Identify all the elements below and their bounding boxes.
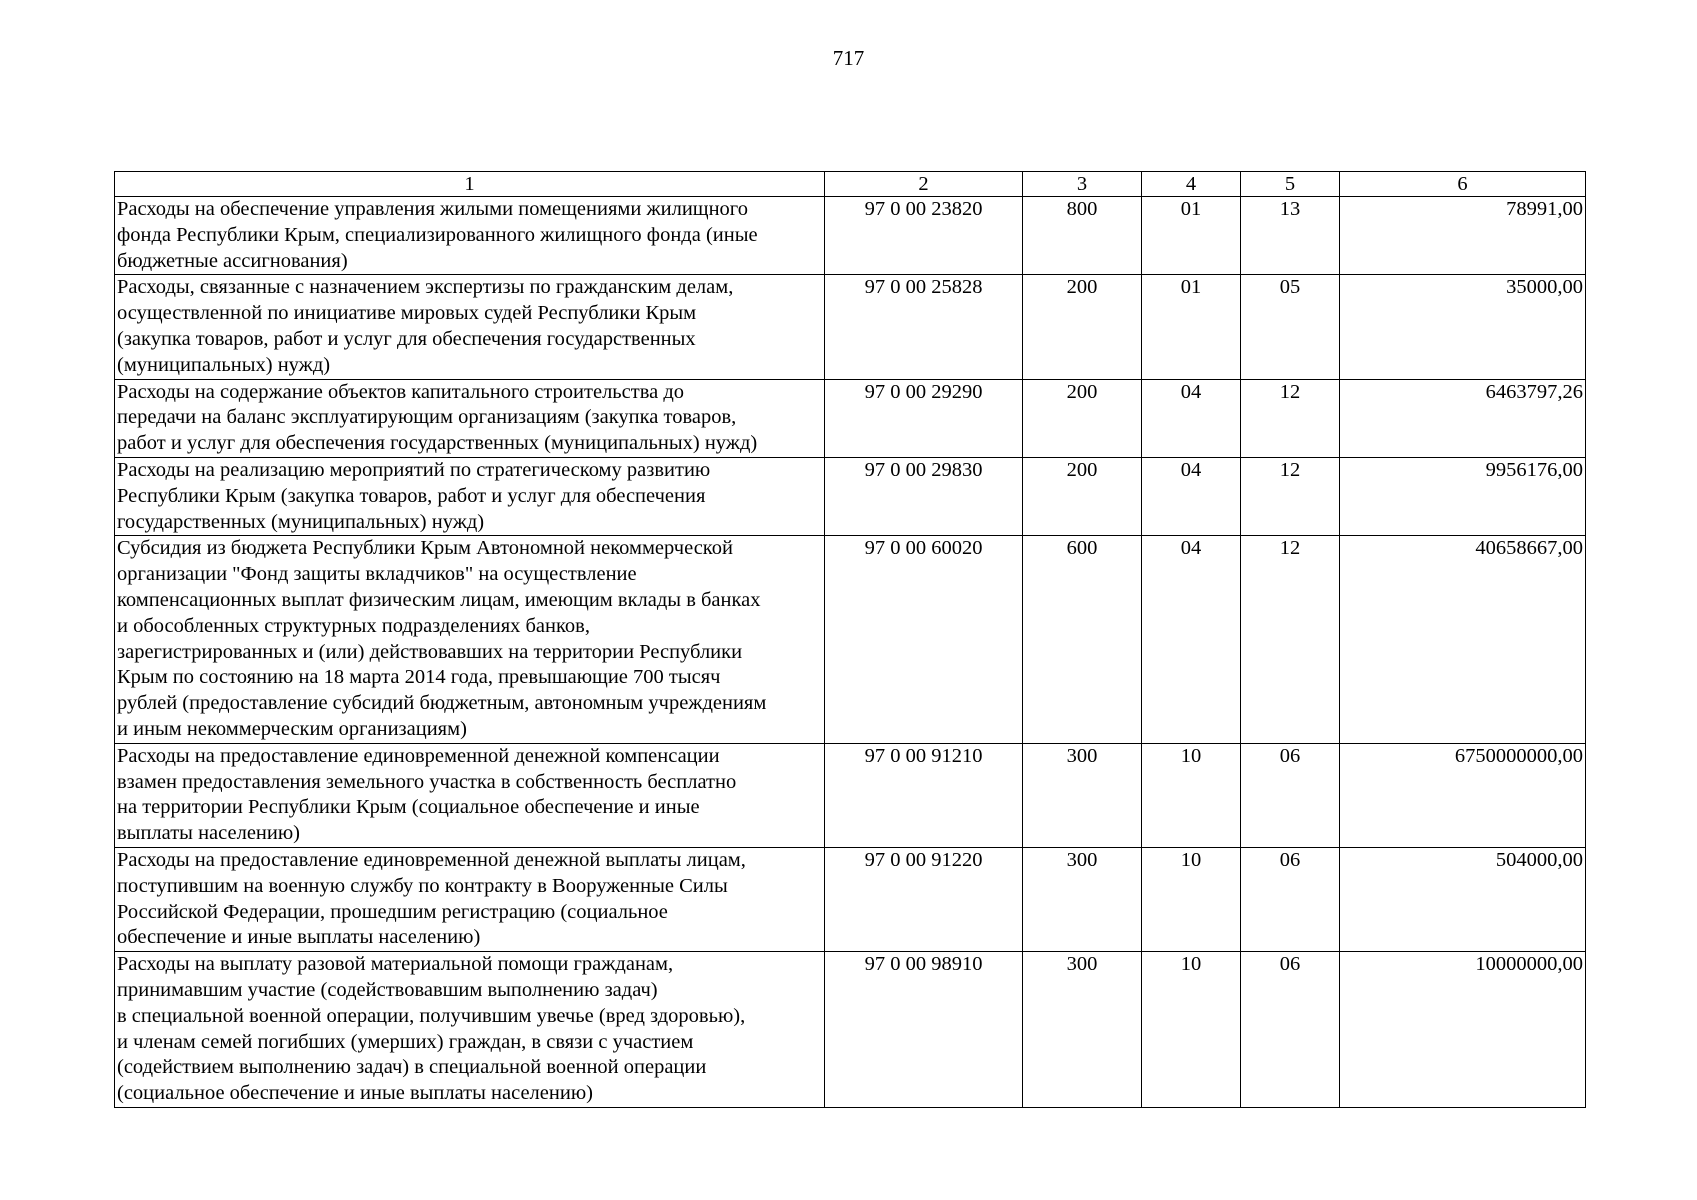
expense-type-code: 300 xyxy=(1023,847,1142,951)
table-row xyxy=(115,847,1586,951)
section-code: 10 xyxy=(1142,952,1241,1108)
expense-type-code: 200 xyxy=(1023,275,1142,379)
column-header: 6 xyxy=(1340,172,1586,197)
target-article-code: 97 0 00 98910 xyxy=(825,952,1023,1108)
amount: 504000,00 xyxy=(1340,847,1586,951)
expense-description: Расходы на обеспечение управления жилыми помещениями жилищного фонда Республики Крым, специализированного жилищного фонда (иные бюджетные ассигнования) xyxy=(115,197,825,275)
table-row xyxy=(115,379,1586,457)
table-row xyxy=(115,457,1586,535)
table-row xyxy=(115,536,1586,743)
table-row xyxy=(115,952,1586,1108)
column-header: 4 xyxy=(1142,172,1241,197)
expense-type-code: 800 xyxy=(1023,197,1142,275)
expense-description: Расходы на выплату разовой материальной помощи гражданам, принимавшим участие (содействовавшим выполнению задач) в специальной военной операции, получившим увечье (вред здоровью), и членам семей погибших (умерших) граждан, в связи с участием (содействием выполнению задач) в специальной военной операции (социальное обеспечение и иные выплаты населению) xyxy=(115,952,825,1108)
expense-description: Расходы на содержание объектов капитального строительства до передачи на баланс эксплуатирующим организациям (закупка товаров, работ и услуг для обеспечения государственных (муниципальных) нужд) xyxy=(115,379,825,457)
subsection-code: 12 xyxy=(1241,379,1340,457)
subsection-code: 12 xyxy=(1241,536,1340,743)
target-article-code: 97 0 00 91210 xyxy=(825,743,1023,847)
section-code: 10 xyxy=(1142,847,1241,951)
target-article-code: 97 0 00 23820 xyxy=(825,197,1023,275)
expense-description: Расходы на предоставление единовременной денежной компенсации взамен предоставления земельного участка в собственность бесплатно на территории Республики Крым (социальное обеспечение и иные выплаты населению) xyxy=(115,743,825,847)
subsection-code: 06 xyxy=(1241,847,1340,951)
subsection-code: 12 xyxy=(1241,457,1340,535)
subsection-code: 05 xyxy=(1241,275,1340,379)
subsection-code: 06 xyxy=(1241,743,1340,847)
expense-type-code: 600 xyxy=(1023,536,1142,743)
table-row xyxy=(115,275,1586,379)
table-header-row xyxy=(115,172,1586,197)
amount: 9956176,00 xyxy=(1340,457,1586,535)
subsection-code: 13 xyxy=(1241,197,1340,275)
target-article-code: 97 0 00 29290 xyxy=(825,379,1023,457)
section-code: 04 xyxy=(1142,457,1241,535)
expense-description: Расходы, связанные с назначением экспертизы по гражданским делам, осуществленной по инициативе мировых судей Республики Крым (закупка товаров, работ и услуг для обеспечения государственных (муниципальных) нужд) xyxy=(115,275,825,379)
amount: 6463797,26 xyxy=(1340,379,1586,457)
expense-type-code: 300 xyxy=(1023,743,1142,847)
table-row xyxy=(115,743,1586,847)
section-code: 01 xyxy=(1142,275,1241,379)
column-header: 3 xyxy=(1023,172,1142,197)
target-article-code: 97 0 00 29830 xyxy=(825,457,1023,535)
expense-type-code: 300 xyxy=(1023,952,1142,1108)
expense-description: Субсидия из бюджета Республики Крым Автономной некоммерческой организации "Фонд защиты вкладчиков" на осуществление компенсационных выплат физическим лицам, имеющим вклады в банках и обособленных структурных подразделениях банков, зарегистрированных и (или) действовавших на территории Республики Крым по состоянию на 18 марта 2014 года, превышающие 700 тысяч рублей (предоставление субсидий бюджетным, автономным учреждениям и иным некоммерческим организациям) xyxy=(115,536,825,743)
table-row xyxy=(115,197,1586,275)
subsection-code: 06 xyxy=(1241,952,1340,1108)
column-header: 1 xyxy=(115,172,825,197)
column-header: 5 xyxy=(1241,172,1340,197)
expense-description: Расходы на предоставление единовременной денежной выплаты лицам, поступившим на военную службу по контракту в Вооруженные Силы Российской Федерации, прошедшим регистрацию (социальное обеспечение и иные выплаты населению) xyxy=(115,847,825,951)
target-article-code: 97 0 00 25828 xyxy=(825,275,1023,379)
section-code: 04 xyxy=(1142,536,1241,743)
amount: 6750000000,00 xyxy=(1340,743,1586,847)
target-article-code: 97 0 00 91220 xyxy=(825,847,1023,951)
section-code: 10 xyxy=(1142,743,1241,847)
section-code: 04 xyxy=(1142,379,1241,457)
expense-type-code: 200 xyxy=(1023,457,1142,535)
expense-type-code: 200 xyxy=(1023,379,1142,457)
amount: 10000000,00 xyxy=(1340,952,1586,1108)
amount: 40658667,00 xyxy=(1340,536,1586,743)
budget-table xyxy=(114,171,1586,1108)
target-article-code: 97 0 00 60020 xyxy=(825,536,1023,743)
page-number: 717 xyxy=(832,46,865,70)
amount: 78991,00 xyxy=(1340,197,1586,275)
column-header: 2 xyxy=(825,172,1023,197)
section-code: 01 xyxy=(1142,197,1241,275)
expense-description: Расходы на реализацию мероприятий по стратегическому развитию Республики Крым (закупка товаров, работ и услуг для обеспечения государственных (муниципальных) нужд) xyxy=(115,457,825,535)
amount: 35000,00 xyxy=(1340,275,1586,379)
